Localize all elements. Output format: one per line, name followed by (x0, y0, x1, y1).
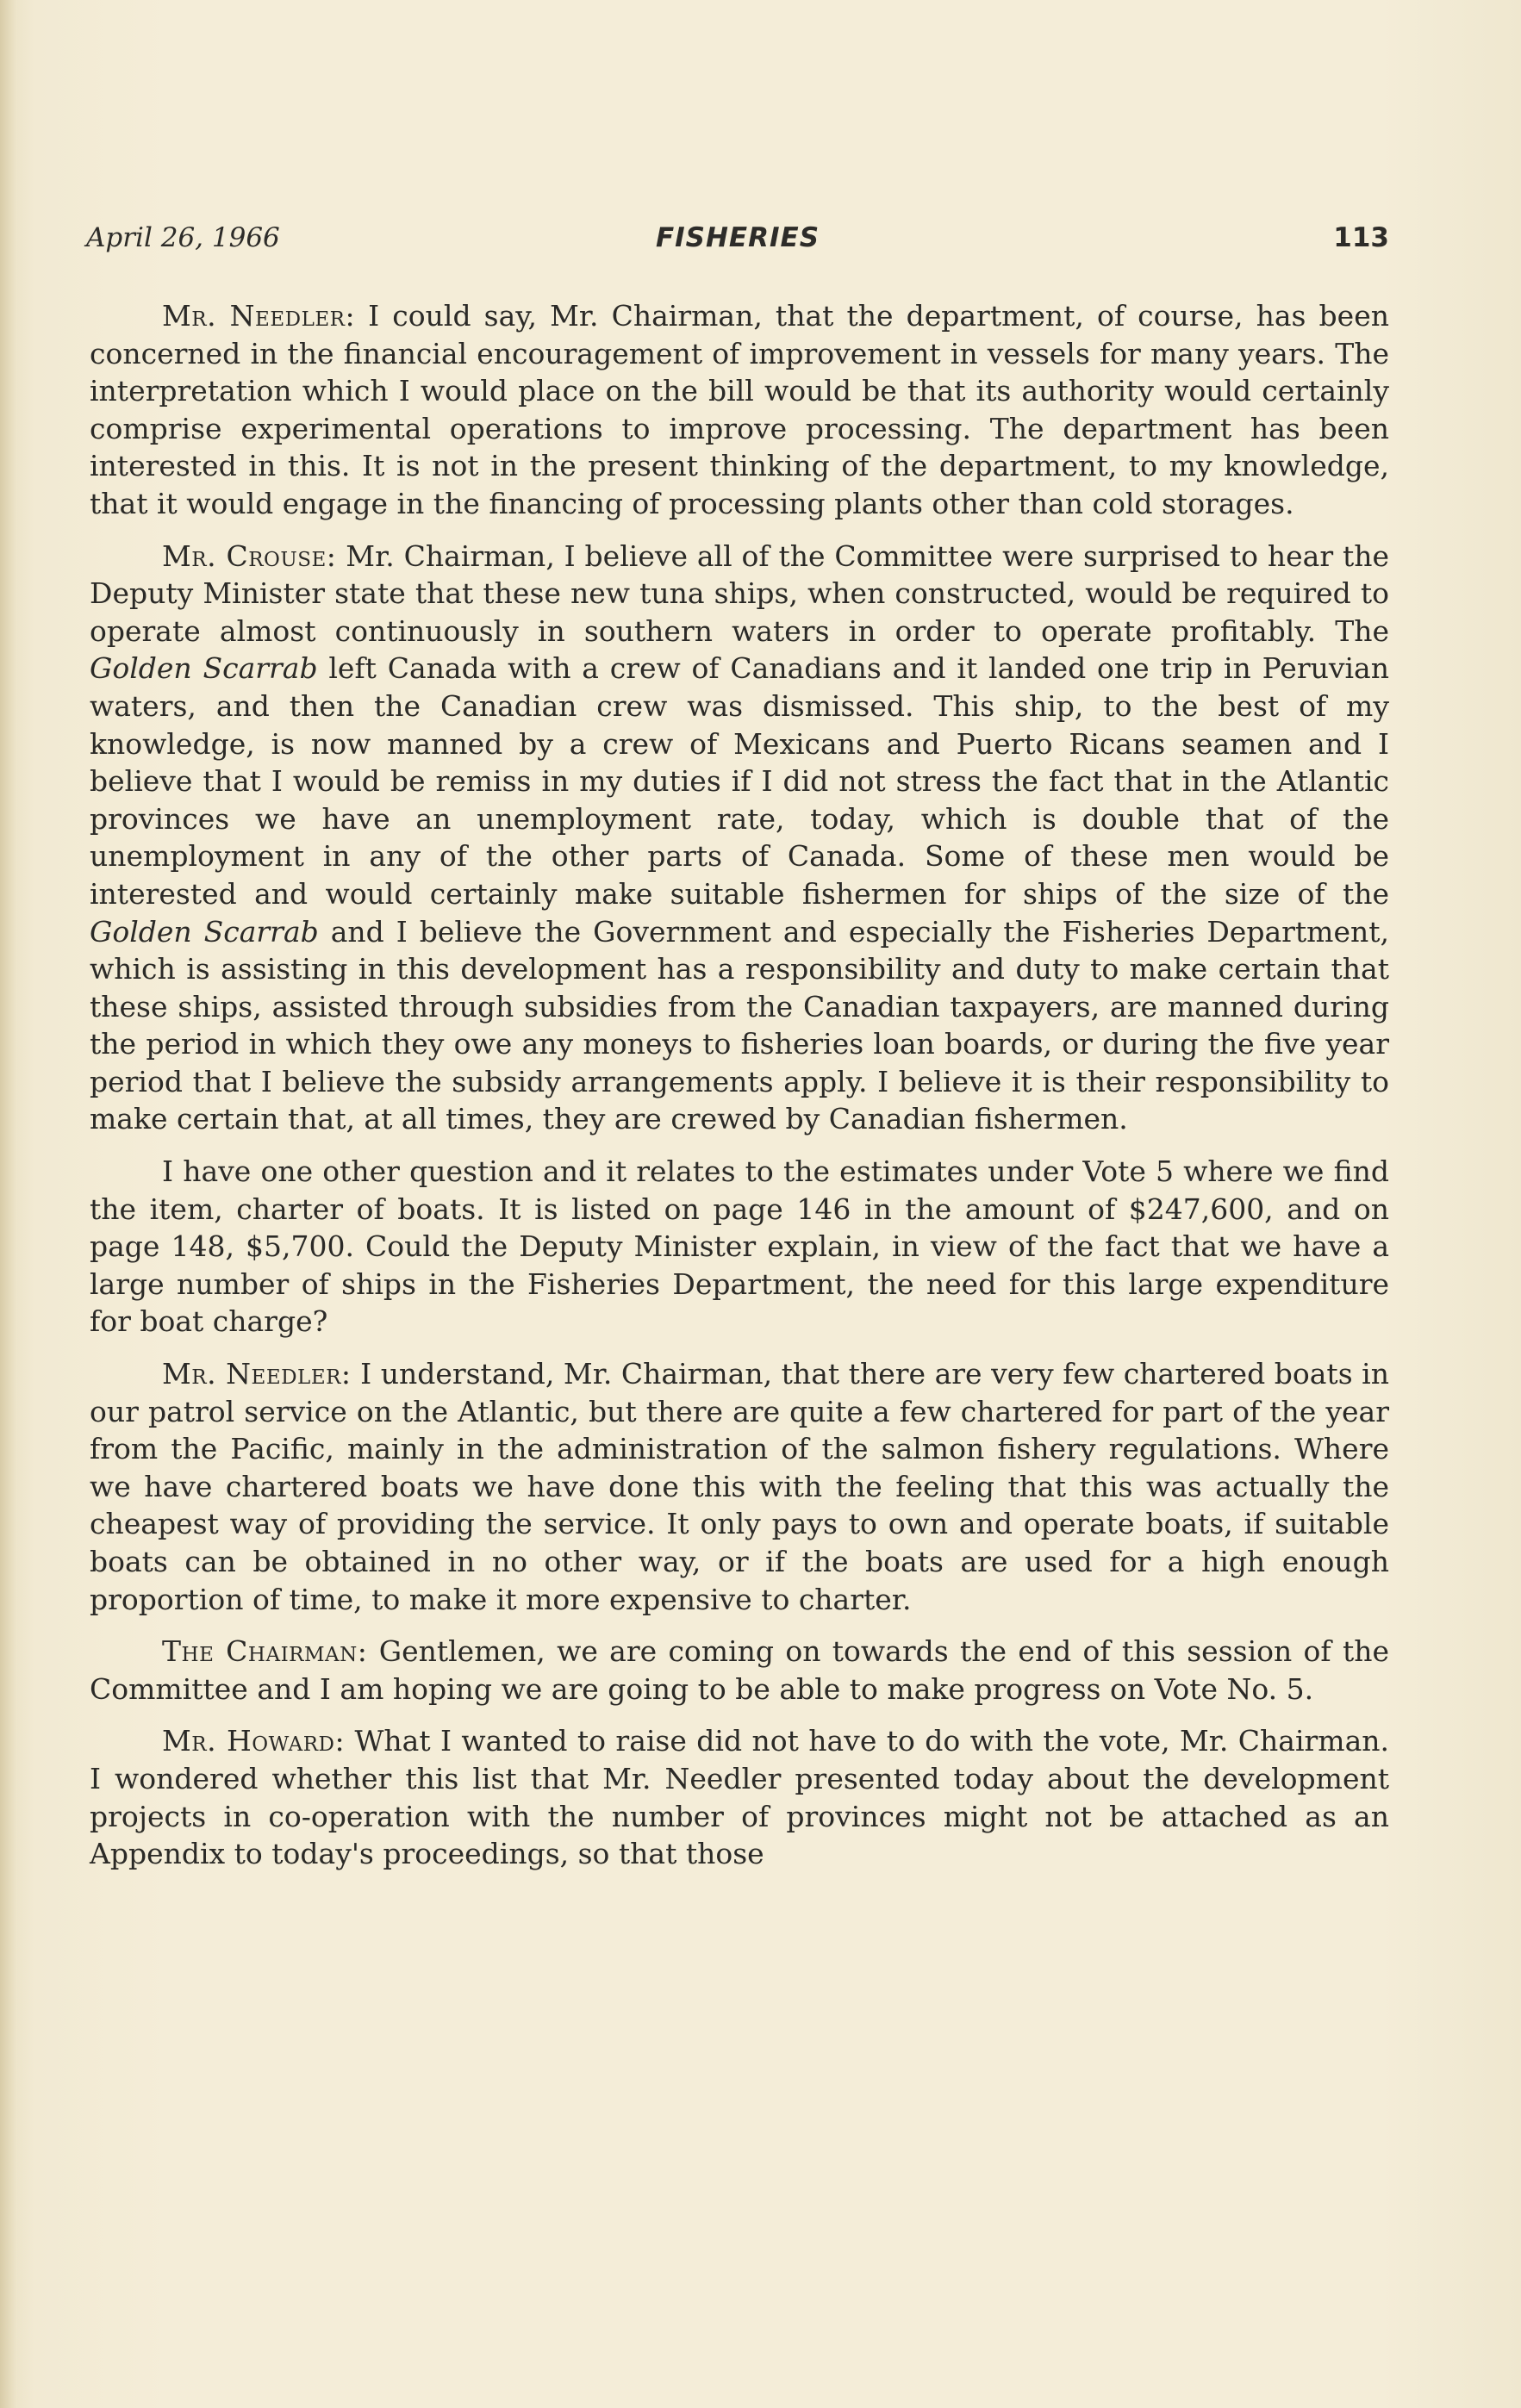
paragraph-text: Mr. Chairman, I believe all of the Committee were surprised to hear the Deputy Minister state that these new tuna ships, when constructed, would be required to operate almost continuously in southern waters in order to operate profitably. The (90, 538, 1390, 648)
paragraph-needler-2 (90, 1355, 1389, 1618)
speaker-name: The Chairman: (162, 1634, 368, 1669)
ship-name: Golden Scarrab (90, 651, 318, 686)
paragraph-text: I understand, Mr. Chairman, that there are very few chartered boats in our patrol service on the Atlantic, but there are quite a few chartered for part of the year from the Pacific, mainly in the administration of the salmon fishery regulations. Where we have chartered boats we have done this with the feeling that this was actually the cheapest way of providing the service. It only pays to own and operate boats, if suitable boats can be obtained in no other way, or if the boats are used for a high enough proportion of time, to make it more expensive to charter. (90, 1357, 1389, 1616)
page-number: 113 (1333, 222, 1389, 253)
speaker-name: Mr. Needler: (162, 299, 356, 333)
paragraph-text: I could say, Mr. Chairman, that the department, of course, has been concerned in the financial encouragement of improvement in vessels for many years. The interpretation which I would place on the bill would be that its authority would certainly comprise experimental operations to improve processing. The department has been interested in this. It is not in the present thinking of the department, to my knowledge, that it would engage in the financing of processing plants other than cold storages. (90, 299, 1389, 520)
paragraph-text: What I wanted to raise did not have to do with the vote, Mr. Chairman. I wondered whether this list that Mr. Needler presented today about the development projects in co-operation with the number of provinces might not be attached as an Appendix to today's proceedings, so that those (90, 1724, 1389, 1871)
speaker-name: Mr. Crouse: (162, 538, 337, 573)
running-header (86, 222, 1389, 265)
book-spine-shadow (0, 0, 17, 2408)
paragraph-chairman (90, 1633, 1389, 1708)
paragraph-text: and I believe the Government and especially the Fisheries Department, which is assisting in this development has a responsibility and duty to make certain that these ships, assisted through subsidies from the Canadian taxpayers, are manned during the period in which they owe any moneys to fisheries loan boards, or during the five year period that I believe the subsidy arrangements apply. I believe it is their responsibility to make certain that, at all times, they are crewed by Canadian fishermen. (90, 914, 1389, 1136)
paragraph-crouse-question (90, 1153, 1389, 1341)
paragraph-text: left Canada with a crew of Canadians and it landed one trip in Peruvian waters, and then the Canadian crew was dismissed. This ship, to the best of my knowledge, is now manned by a crew of Mexicans and Puerto Ricans seamen and I believe that I would be remiss in my duties if I did not stress the fact that in the Atlantic provinces we have an unemployment rate, today, which is double that of the unemployment in any of the other parts of Canada. Some of these men would be interested and would certainly make suitable fishermen for ships of the size of the (90, 651, 1389, 911)
paragraph-text: Gentlemen, we are coming on towards the end of this session of the Committee and I am hoping we are going to be able to make progress on Vote No. 5. (90, 1634, 1389, 1706)
header-title: FISHERIES (655, 222, 820, 253)
paragraph-crouse (90, 538, 1389, 1139)
page-body (90, 297, 1389, 1888)
paragraph-needler-1 (90, 297, 1389, 523)
paragraph-howard (90, 1722, 1389, 1872)
ship-name: Golden Scarrab (90, 914, 319, 949)
paragraph-text: I have one other question and it relates to the estimates under Vote 5 where we find the item, charter of boats. It is listed on page 146 in the amount of $247,600, and on page 148, $5,700. Could the Deputy Minister explain, in view of the fact that we have a large number of ships in the Fisheries Department, the need for this large expenditure for boat charge? (90, 1154, 1389, 1339)
speaker-name: Mr. Howard: (162, 1724, 346, 1758)
header-date: April 26, 1966 (86, 222, 280, 253)
speaker-name: Mr. Needler: (162, 1357, 352, 1391)
